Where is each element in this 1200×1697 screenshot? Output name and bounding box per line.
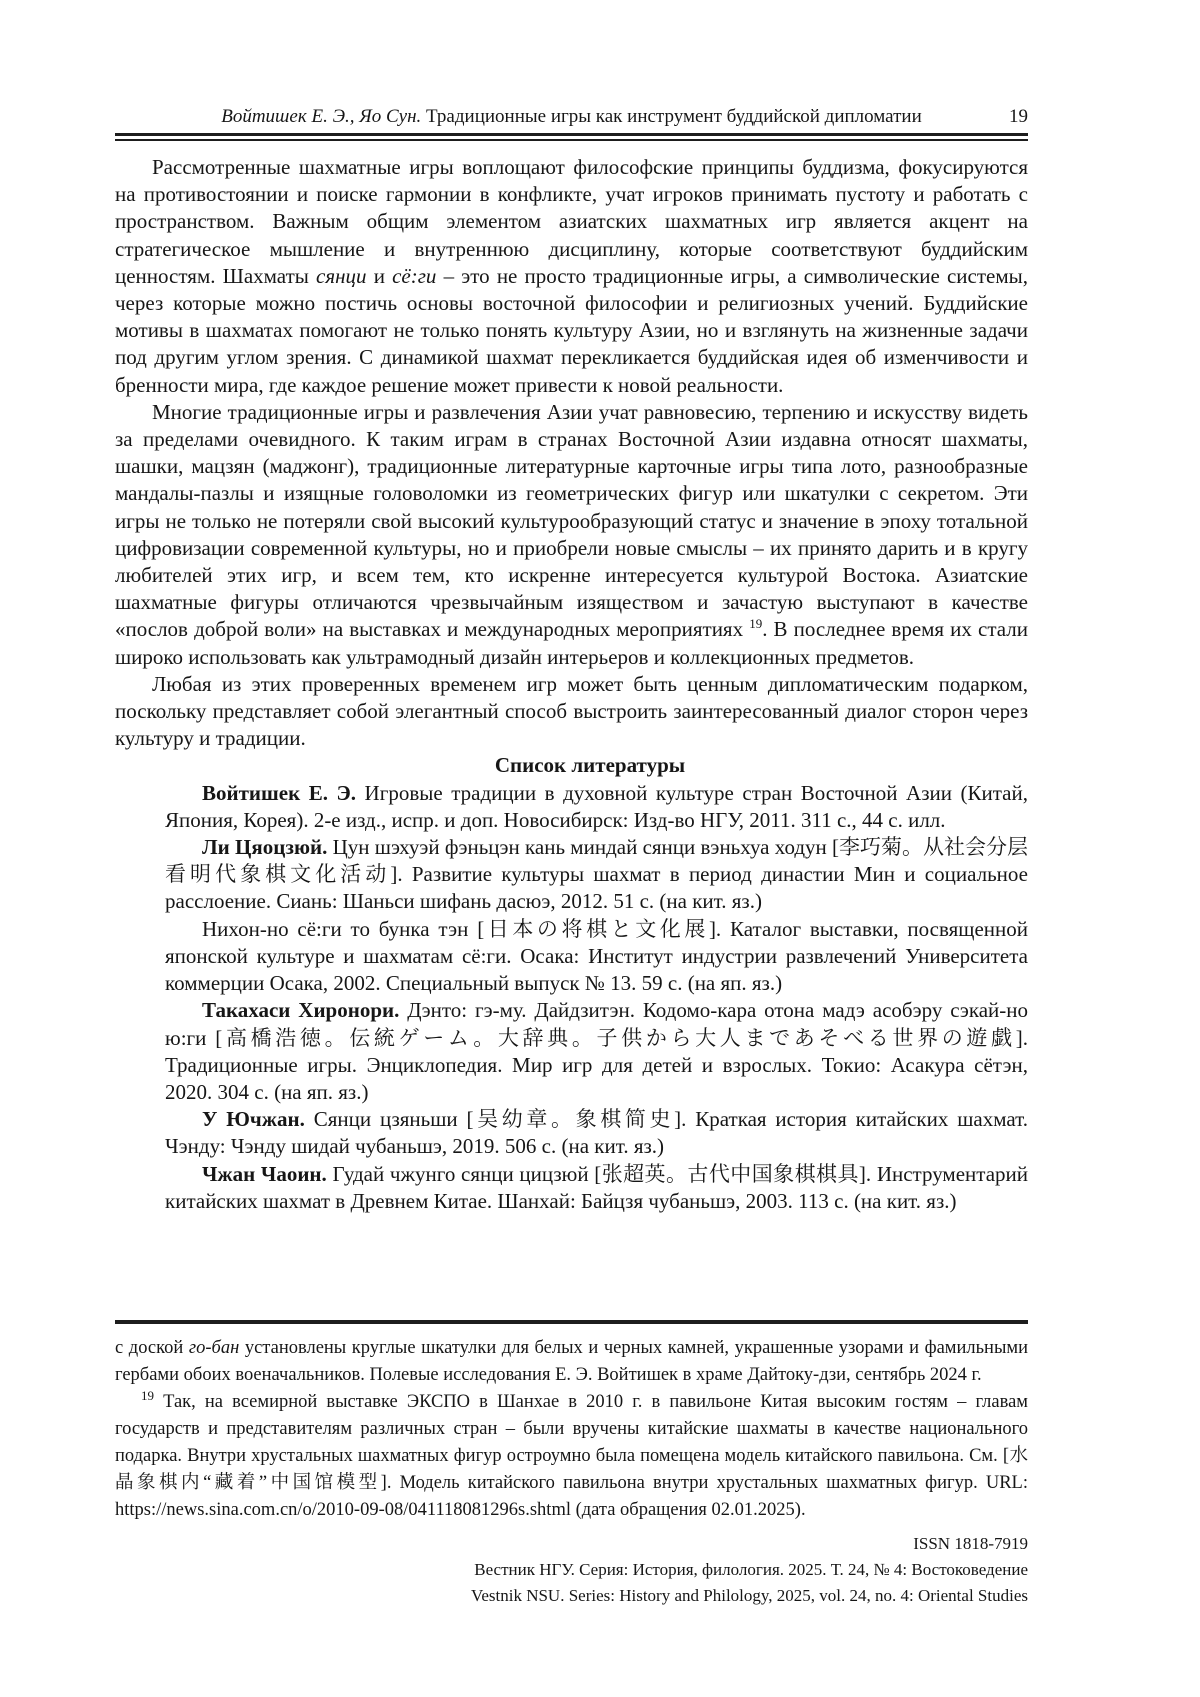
- bib-entry-5: У Ючжан. Сянци цзяньши [吴幼章。象棋简史]. Краткая история китайских шахмат. Чэнду: Чэнду шидай чубаньшэ, 2019. 506 с. (на кит. яз.): [165, 1107, 1028, 1159]
- bib-entry-3: Нихон-но сё:ги то бунка тэн [日本の将棋と文化展]. Каталог выставки, посвященной японской культуре и шахматам сё:ги. Осака: Институт индустрии развлечений Университета коммерции Осака, 2002. Специальный выпуск № 13. 59 с. (на яп. яз.): [165, 916, 1028, 996]
- page-number: 19: [1009, 106, 1028, 127]
- paragraph-1: Рассмотренные шахматные игры воплощают философские принципы буддизма, фокусируются на противостоянии и поиске гармонии в конфликте, учат игроков принимать пустоту и работать с пространством. Важным общим элементом азиатских шахматных игр является акцент на стратегическое мышление и внутреннюю дисциплину, которые соответствуют буддийским ценностям. Шахматы сянци и сё:ги – это не просто традиционные игры, а символические системы, через которые можно постичь основы восточной философии и религиозных учений. Буддийские мотивы в шахматах помогают не только понять культуру Азии, но и взглянуть на жизненные задачи под другим углом зрения. С динамикой шахмат перекликается буддийская идея об изменчивости и бренности мира, где каждое решение может привести к новой реальности.: [115, 155, 1028, 397]
- paragraph-3: [115, 671, 1028, 753]
- journal-line-ru: Вестник НГУ. Серия: История, филология. 2025. Т. 24, № 4: Востоковедение: [474, 1560, 1028, 1579]
- issn-line: ISSN 1818-7919: [913, 1534, 1028, 1553]
- bib-entry-5-author: У Ючжан.: [202, 1107, 305, 1132]
- bibliography-heading: Список литературы: [494, 753, 686, 778]
- term-xiangqi: сянци: [316, 263, 367, 288]
- paragraph-2-text: Многие традиционные игры и развлечения Азии учат равновесию, терпению и искусству видеть за пределами очевидного. К таким играм в странах Восточной Азии издавна относят шахматы, шашки, мацзян (маджонг), традиционные литературные карточные игры типа лото, разнообразные мандалы-пазлы и изящные головоломки из геометрических фигур или шкатулки с секретом. Эти игры не только не потеряли свой высокий культурообразующий статус и значение в эпоху тотальной цифровизации современной культуры, но и приобрели новые смыслы – их принято дарить и в кругу любителей этих игр, и всем тем, кто искренне интересуется культурой Востока. Азиатские шахматные фигуры отличаются чрезвычайным изяществом и зачастую выступают в качестве «послов доброй воли» на выставках и международных мероприятиях: [115, 399, 1028, 642]
- article-body: [115, 154, 1028, 1215]
- footnotes-block: [115, 1320, 1028, 1524]
- bib-entry-2-author: Ли Цяоцзюй.: [202, 835, 328, 860]
- bib-entry-2: Ли Цяоцзюй. Цун шэхуэй фэньцэн кань миндай сянци вэньхуа ходун [李巧菊。从社会分层看明代象棋文化活动]. Развитие культуры шахмат в период династии Мин и социальное расслоение. Сиань: Шаньси шифань дасюэ, 2012. 51 с. (на кит. яз.): [165, 835, 1029, 914]
- footer-imprint: [115, 1531, 1028, 1609]
- term-shogi: сё:ги: [392, 263, 437, 288]
- header-authors: Войтишек Е. Э., Яо Сун.: [221, 106, 422, 127]
- footnote-separator-rule: [115, 1320, 1028, 1324]
- bib-entry-1: Войтишек Е. Э. Игровые традиции в духовной культуре стран Восточной Азии (Китай, Япония, Корея). 2-е изд., испр. и доп. Новосибирск: Изд-во НГУ, 2011. 311 с., 44 с. илл.: [165, 780, 1028, 832]
- bib-entry-4: Такахаси Хиронори. Дэнто: гэ-му. Дайдзитэн. Кодомо-кара отона мадэ асобэру сэкай-но ю:ги [高橋浩徳。伝統ゲーム。大辞典。子供から大人まであそべる世界の遊戯]. Традиционные игры. Энциклопедия. Мир игр для детей и взрослых. Токио: Асакура сётэн, 2020. 304 с. (на яп. яз.): [165, 998, 1029, 1104]
- paragraph-1-text: Рассмотренные шахматные игры воплощают философские принципы буддизма, фокусируются на противостоянии и поиске гармонии в конфликте, учат игроков принимать пустоту и работать с пространством. Важным общим элементом азиатских шахматных игр является акцент на стратегическое мышление и внутреннюю дисциплину, которые соответствуют буддийским ценностям. Шахматы: [115, 155, 1028, 288]
- header-title: Традиционные игры как инструмент буддийской дипломатии: [426, 106, 922, 127]
- bib-entry-6-author: Чжан Чаоин.: [202, 1161, 327, 1186]
- running-header: [115, 106, 1028, 128]
- bibliography-list: [115, 780, 1028, 1215]
- paragraph-3-text: Любая из этих проверенных временем игр может быть ценным дипломатическим подарком, поскольку представляет собой элегантный способ выстроить заинтересованный диалог сторон через культуру и традиции.: [115, 671, 1028, 751]
- footnote-continuation: с доской го-бан установлены круглые шкатулки для белых и черных камней, украшенные узорами и фамильными гербами обоих военачальников. Полевые исследования Е. Э. Войтишек в храме Дайтоку-дзи, сентябрь 2024 г.: [115, 1338, 1028, 1385]
- bib-entry-4-author: Такахаси Хиронори.: [202, 998, 400, 1023]
- paragraph-2: Многие традиционные игры и развлечения Азии учат равновесию, терпению и искусству видеть за пределами очевидного. К таким играм в странах Восточной Азии издавна относят шахматы, шашки, мацзян (маджонг), традиционные литературные карточные игры типа лото, разнообразные мандалы-пазлы и изящные головоломки из геометрических фигур или шкатулки с секретом. Эти игры не только не потеряли свой высокий культурообразующий статус и значение в эпоху тотальной цифровизации современной культуры, но и приобрели новые смыслы – их принято дарить и в кругу любителей этих игр, и всем тем, кто искренне интересуется культурой Востока. Азиатские шахматные фигуры отличаются чрезвычайным изяществом и зачастую выступают в качестве «послов доброй воли» на выставках и международных мероприятиях $^{19}$. В последнее время их стали широко использовать как ультрамодный дизайн интерьеров и коллекционных предметов.: [115, 399, 1028, 669]
- footnote-19-marker: 19: [141, 1387, 154, 1403]
- footnote-reference-19: 19: [749, 616, 763, 632]
- footnote-19: [115, 1389, 1028, 1524]
- bib-entry-1-author: Войтишек Е. Э.: [202, 780, 356, 805]
- journal-line-en: Vestnik NSU. Series: History and Philology, 2025, vol. 24, no. 4: Oriental Studies: [470, 1586, 1028, 1605]
- term-goban: го-бан: [188, 1338, 240, 1358]
- bib-entry-6: Чжан Чаоин. Гудай чжунго сянци цицзюй [张超英。古代中国象棋棋具]. Инструментарий китайских шахмат в Древнем Китае. Шанхай: Байцзя чубаньшэ, 2003. 113 с. (на кит. яз.): [165, 1161, 1029, 1213]
- footnote-19-text: Так, на всемирной выставке ЭКСПО в Шанхае в 2010 г. в павильоне Китая высоким гостям – главам государств и представителям различных стран – были вручены китайские шахматы в качестве национального подарка. Внутри хрустальных шахматных фигур остроумно была помещена модель китайского павильона. См. [水晶象棋内“藏着”中国馆模型]. Модель китайского павильона внутри хрустальных шахматных фигур. URL: https://news.sina.com.cn/o/2010-09-08/041118081296s.shtml (дата обращения 02.01.2025).: [115, 1392, 1028, 1520]
- header-rule: [115, 133, 1028, 141]
